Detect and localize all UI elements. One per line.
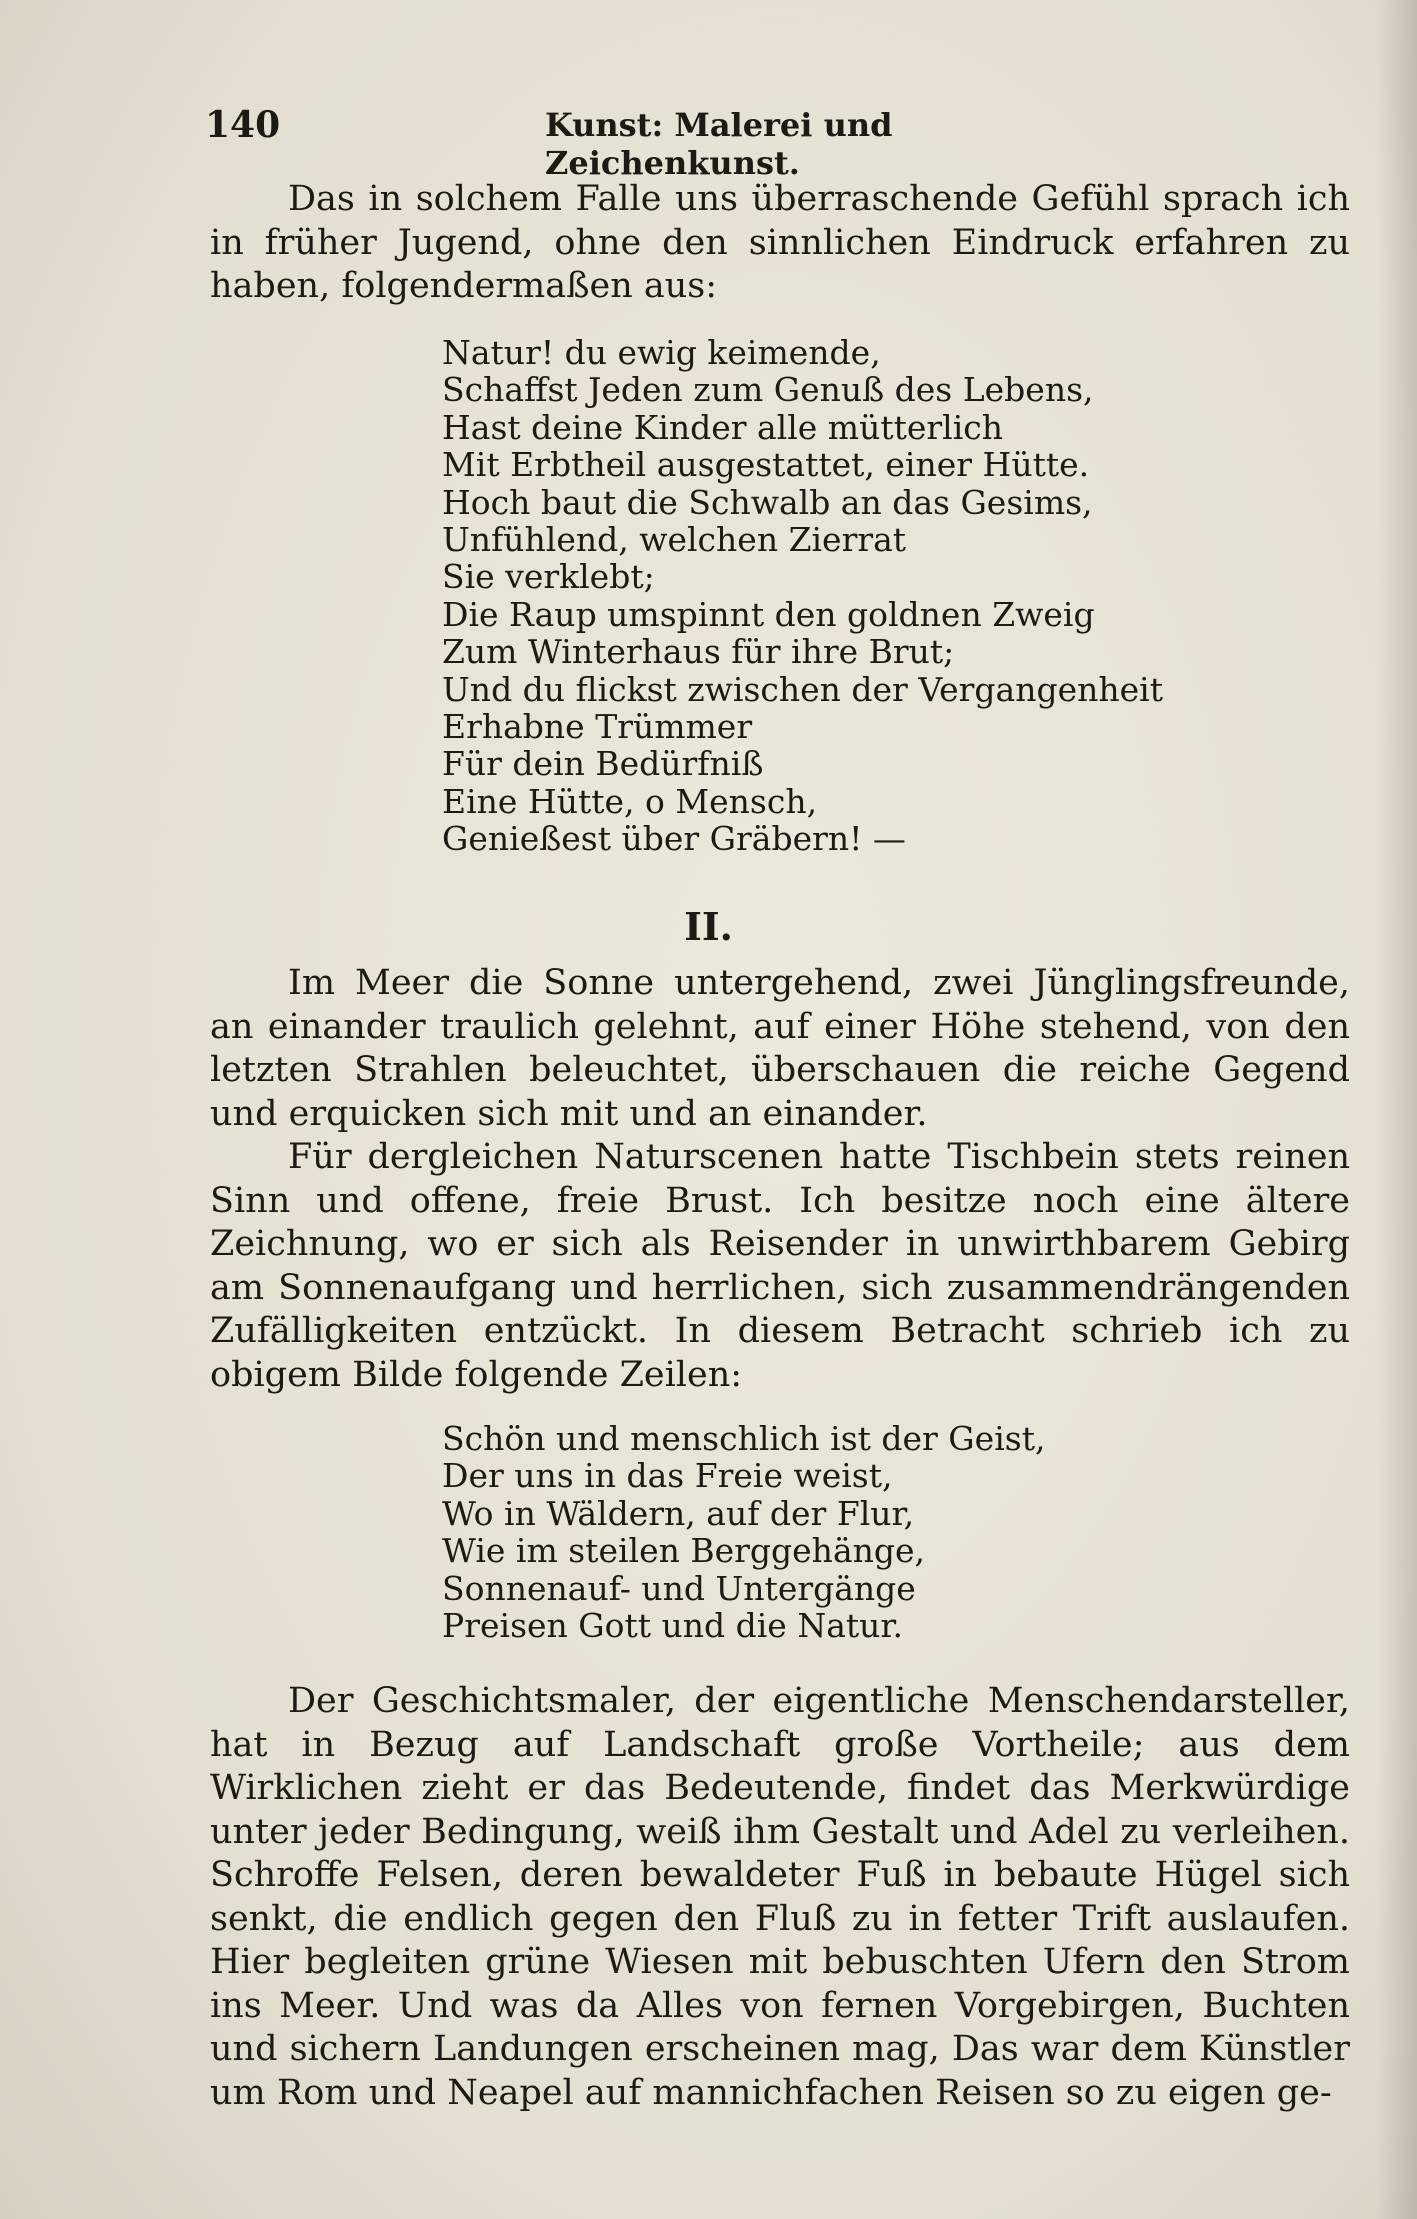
poem-line: Für dein Bedürfniß xyxy=(442,744,764,784)
poem-line: Sonnenauf- und Untergänge xyxy=(442,1568,916,1608)
poem-line: Unfühlend, welchen Zierrat xyxy=(442,520,907,560)
paragraph: Für dergleichen Naturscenen hatte Tischbein stets reinen Sinn und offene, freie Brust. Ich besitze noch eine ältere Zeichnung, wo er sich als Reisender in unwirthbarem Gebirg am Sonnenaufgang und herrlichen, sich zusammendrängenden Zufälligkeiten entzückt. In diesem Betracht schrieb ich zu obigem Bilde folgende Zeilen: xyxy=(210,1137,1350,1395)
poem-line: Schön und menschlich ist der Geist, xyxy=(442,1419,1046,1458)
poem-line: Hoch baut die Schwalb an das Gesims, xyxy=(442,482,1093,522)
paragraph: Im Meer die Sonne untergehend, zwei Jünglingsfreunde, an einander traulich gelehnt, auf einer Höhe stehend, von den letzten Strahlen beleuchtet, überschauen die reiche Gegend und erquicken sich mit und an einander. xyxy=(210,963,1350,1134)
intro-paragraph: Das in solchem Falle uns überraschende Gefühl sprach ich in früher Jugend, ohne den sinnlichen Eindruck erfahren zu haben, folgendermaßen aus: xyxy=(210,179,1350,306)
section-heading: II. xyxy=(684,904,733,949)
poem-line: Und du flickst zwischen der Vergangenheit xyxy=(442,669,1163,709)
poem-1 xyxy=(442,334,1163,858)
poem-line: Sie verklebt; xyxy=(442,557,655,597)
poem-line: Mit Erbtheil ausgestattet, einer Hütte. xyxy=(442,445,1090,485)
body-block-2 xyxy=(210,962,1350,1397)
paragraph: Der Geschichtsmaler, der eigentliche Menschendarsteller, hat in Bezug auf Landschaft große Vortheile; aus dem Wirklichen zieht er das Bedeutende, findet das Merkwürdige unter jeder Bedingung, weiß ihm Gestalt und Adel zu verleihen. Schroffe Felsen, deren bewaldeter Fuß in bebaute Hügel sich senkt, die endlich gegen den Fluß zu in fetter Trift auslaufen. Hier begleiten grüne Wiesen mit bebuschten Ufern den Strom ins Meer. Und was da Alles von fernen Vorgebirgen, Buchten und sichern Landungen erscheinen mag, Das war dem Künstler um Rom und Neapel auf mannichfachen Reisen so zu eigen ge- xyxy=(210,1681,1350,2113)
intro-block xyxy=(210,178,1350,309)
body-block-3 xyxy=(210,1680,1350,2115)
poem-line: Der uns in das Freie weist, xyxy=(442,1456,893,1496)
page-header xyxy=(205,98,1005,182)
poem-line: Die Raup umspinnt den goldnen Zweig xyxy=(442,594,1095,634)
poem-line: Schaffst Jeden zum Genuß des Lebens, xyxy=(442,370,1094,410)
poem-line: Genießest über Gräbern! — xyxy=(442,819,906,859)
poem-2 xyxy=(442,1420,1045,1644)
running-head: Kunst: Malerei und Zeichenkunst. xyxy=(545,106,893,182)
poem-line: Natur! du ewig keimende, xyxy=(442,333,881,372)
poem-line: Wie im steilen Berggehänge, xyxy=(442,1531,926,1571)
page-number: 140 xyxy=(205,104,281,146)
poem-line: Preisen Gott und die Natur. xyxy=(442,1606,904,1646)
poem-line: Zum Winterhaus für ihre Brut; xyxy=(442,632,955,672)
poem-line: Hast deine Kinder alle mütterlich xyxy=(442,407,1004,447)
poem-line: Wo in Wäldern, auf der Flur, xyxy=(442,1493,915,1533)
poem-line: Erhabne Trümmer xyxy=(442,707,753,747)
poem-line: Eine Hütte, o Mensch, xyxy=(442,781,818,821)
